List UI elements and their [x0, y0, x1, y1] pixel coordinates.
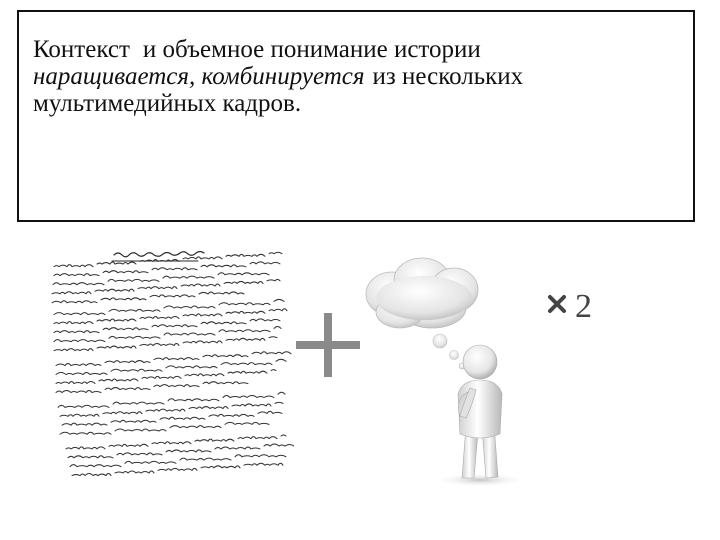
- text-line2-italic: наращивается, комбинируется: [33, 63, 365, 90]
- handwriting-line: [54, 252, 282, 266]
- handwriting-line: [54, 337, 277, 351]
- handwriting-line: [60, 402, 283, 416]
- text-frame: [17, 10, 695, 222]
- handwriting-line: [56, 370, 276, 384]
- text-line3: мультимедийных кадров.: [33, 90, 302, 117]
- slide-text: [33, 36, 523, 117]
- text-line1-a: Контекст: [33, 36, 130, 63]
- handwriting-line: [66, 435, 286, 449]
- handwriting-line: [72, 463, 287, 476]
- handwriting-line: [56, 352, 291, 366]
- handwriting-line: [52, 279, 280, 293]
- handwriting-line: [54, 262, 280, 276]
- handwriting-line: [54, 319, 280, 333]
- handwriting-line: [54, 326, 281, 341]
- handwritten-page-icon: [48, 245, 294, 490]
- text-line1-b: и объемное понимание истории: [142, 36, 481, 63]
- handwriting-line: [58, 392, 285, 407]
- plus-icon: [294, 311, 364, 381]
- multiplier-value: 2: [575, 288, 592, 325]
- handwriting-line: [54, 309, 287, 324]
- text-line2-rest: из нескольких: [372, 63, 524, 90]
- multiply-icon: [546, 293, 568, 315]
- thinking-person-icon: [362, 256, 532, 496]
